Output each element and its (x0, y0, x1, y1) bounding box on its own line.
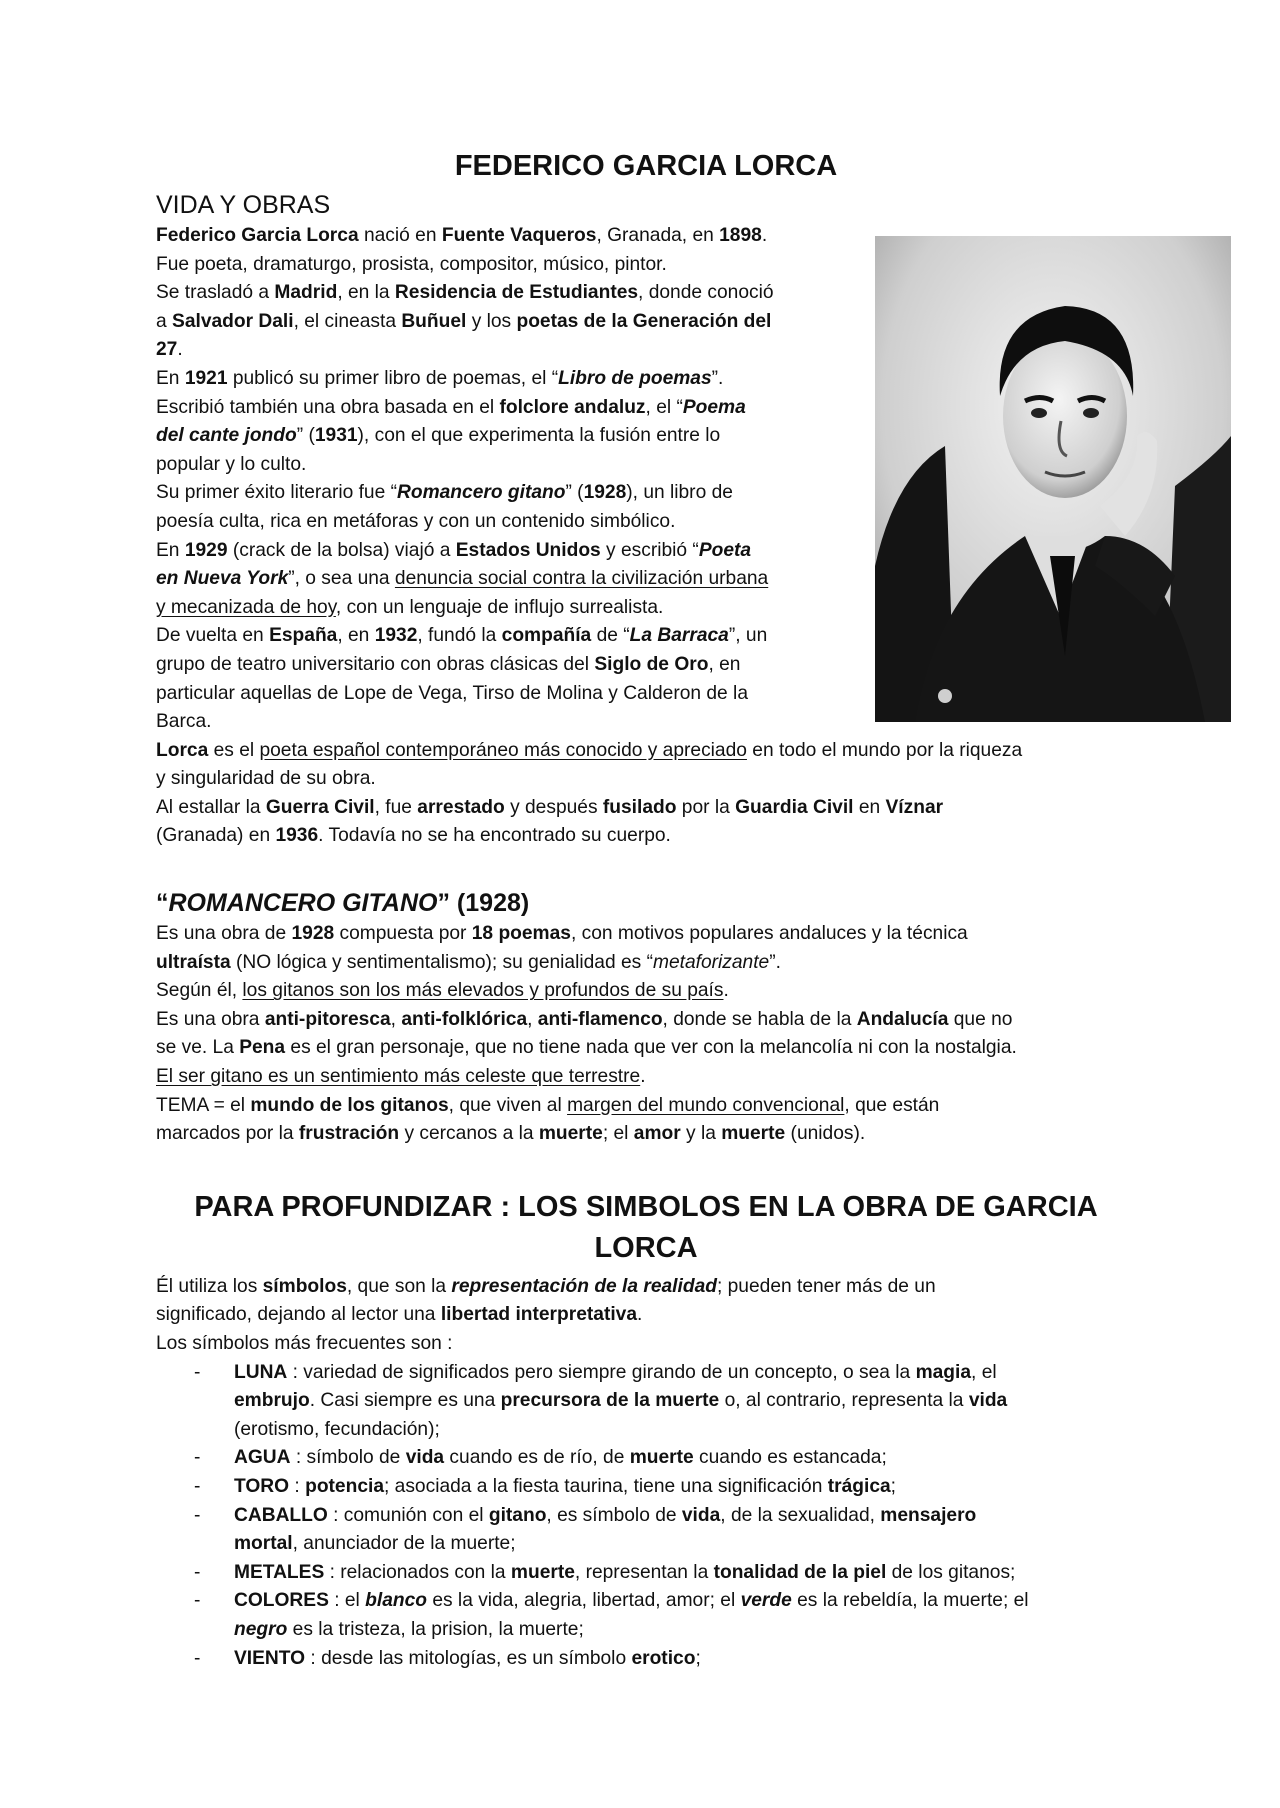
text-run: embrujo (234, 1390, 310, 1412)
romancero-line (156, 977, 1136, 1006)
text-run: anti-pitoresca (264, 1008, 391, 1030)
text-run: muerte (721, 1123, 786, 1145)
text-run: a (156, 310, 173, 332)
text-run: Al estallar la (156, 796, 266, 818)
text-run: mundo de los gitanos (250, 1094, 449, 1116)
symbol-line (234, 1473, 1136, 1502)
simbolos-line (156, 1330, 1136, 1359)
romancero-line (156, 1120, 1136, 1149)
symbols-list (156, 1359, 1136, 1674)
text-run: , representan la (574, 1561, 714, 1583)
text-run: Pena (239, 1037, 286, 1059)
text-run: en (853, 796, 886, 818)
text-run: denuncia social contra la civilización urbana (394, 568, 769, 590)
text-run: ” ( (296, 425, 315, 447)
text-run: los gitanos son los más elevados y profundos de su país (242, 980, 724, 1002)
text-run: Fue poeta, dramaturgo, prosista, compositor, músico, pintor. (156, 253, 667, 275)
text-run: , con motivos populares andaluces y la técnica (570, 923, 968, 945)
text-run: METALES (234, 1561, 325, 1583)
text-run: (unidos). (785, 1123, 866, 1145)
text-run: anti-flamenco (537, 1008, 663, 1030)
symbol-list-item (156, 1473, 1136, 1502)
text-run: , fue (374, 796, 418, 818)
text-run: 1931 (314, 425, 358, 447)
text-run: 18 poemas (471, 923, 571, 945)
romancero-line (156, 920, 1136, 949)
text-run: y la (680, 1123, 722, 1145)
text-run: Fuente Vaqueros (441, 225, 597, 246)
text-run: Según él, (156, 980, 243, 1002)
text-run: y cercanos a la (399, 1123, 539, 1145)
text-run: , en (337, 625, 375, 647)
text-run: muerte (510, 1561, 575, 1583)
portrait-illustration (875, 236, 1231, 722)
text-run: cuando es de río, de (444, 1447, 630, 1469)
text-run: ” (1928) (437, 889, 530, 918)
vida-line (156, 822, 1136, 851)
text-run: , donde se habla de la (662, 1008, 857, 1030)
text-run: potencia (305, 1475, 384, 1497)
text-run: es la rebeldía, la muerte; el (791, 1590, 1029, 1612)
text-run: , en (708, 653, 741, 675)
text-run: . Todavía no se ha encontrado su cuerpo. (318, 825, 671, 847)
text-run: 1928 (583, 482, 627, 504)
text-run: El ser gitano es un sentimiento más celeste que terrestre (156, 1066, 641, 1088)
text-run: TEMA = el (156, 1094, 251, 1116)
portrait-photo (875, 236, 1231, 722)
romancero-line (156, 1034, 1136, 1063)
text-run: poetas de la Generación del (516, 310, 772, 332)
text-run: ” ( (565, 482, 584, 504)
text-run: o, al contrario, representa la (719, 1390, 969, 1412)
text-run: y escribió “ (600, 539, 699, 561)
text-run: 27 (156, 339, 178, 361)
list-dash: - (194, 1504, 201, 1526)
page-title: FEDERICO GARCIA LORCA (454, 150, 838, 182)
text-run: y los (466, 310, 517, 332)
symbol-line (234, 1645, 1136, 1674)
text-run: AGUA (234, 1447, 291, 1469)
symbol-line (234, 1416, 1136, 1445)
text-run: Buñuel (401, 310, 467, 332)
text-run: de “ (591, 625, 630, 647)
text-run: y mecanizada de hoy (156, 596, 336, 618)
symbol-line (234, 1444, 1136, 1473)
text-run: , que son la (346, 1275, 452, 1297)
text-run: (crack de la bolsa) viajó a (227, 539, 456, 561)
text-run: Es una obra de (156, 923, 292, 945)
text-run: Poeta (698, 539, 752, 561)
text-run: , que están (844, 1094, 940, 1116)
text-run: Madrid (274, 282, 338, 304)
text-run: y después (504, 796, 603, 818)
text-run: Los símbolos más frecuentes son : (156, 1333, 453, 1354)
text-run: fusilado (602, 796, 677, 818)
text-run: . (761, 225, 768, 246)
text-run: LUNA (234, 1361, 288, 1383)
symbol-line (234, 1387, 1136, 1416)
section-heading-vida: VIDA Y OBRAS (156, 191, 331, 219)
text-run: ; pueden tener más de un (716, 1275, 936, 1297)
section-heading-simbolos (156, 1187, 1136, 1269)
text-run: , que viven al (448, 1094, 568, 1116)
text-run: En (156, 539, 185, 561)
romancero-line (156, 1092, 1136, 1121)
text-run: cuando es estancada; (693, 1447, 887, 1469)
text-run: : variedad de significados pero siempre girando de un concepto, o sea la (287, 1361, 916, 1383)
text-run: grupo de teatro universitario con obras clásicas del (156, 653, 595, 675)
symbol-line (234, 1559, 1136, 1588)
text-run: Es una obra (156, 1008, 265, 1030)
text-run: ”. (769, 951, 781, 973)
text-run: blanco (365, 1590, 427, 1612)
text-run: popular y lo culto. (156, 453, 307, 475)
text-run: . (723, 980, 729, 1002)
text-run: España (269, 625, 338, 647)
text-run: De vuelta en (156, 625, 270, 647)
symbol-line (234, 1530, 1136, 1559)
text-run: , donde conoció (638, 282, 774, 304)
text-run: arrestado (417, 796, 505, 818)
text-run: vida (405, 1447, 445, 1469)
list-dash: - (194, 1447, 201, 1469)
text-run: es la vida, alegria, libertad, amor; el (427, 1590, 741, 1612)
symbol-list-item (156, 1559, 1136, 1588)
text-run: vida (968, 1390, 1008, 1412)
text-run: (NO lógica y sentimentalismo); su genialidad es “ (230, 951, 653, 973)
text-run: es el gran personaje, que no tiene nada que ver con la melancolía ni con la nostalgia. (285, 1037, 1017, 1059)
text-run: , el cineasta (293, 310, 402, 332)
text-run: publicó su primer libro de poemas, el “ (227, 367, 559, 389)
vida-line (156, 737, 1136, 766)
text-run: 1932 (374, 625, 418, 647)
text-run: Su primer éxito literario fue “ (156, 482, 397, 504)
text-run: Libro de poemas (558, 367, 712, 389)
list-dash: - (194, 1561, 201, 1583)
text-run: , el (971, 1361, 997, 1383)
symbol-list-item (156, 1502, 1136, 1559)
text-run: Se trasladó a (156, 282, 275, 304)
text-run: Andalucía (856, 1008, 949, 1030)
text-run: , anunciador de la muerte; (292, 1533, 516, 1555)
symbol-line (234, 1587, 1136, 1616)
romancero-line (156, 1006, 1136, 1035)
text-run: : el (328, 1590, 366, 1612)
text-run: metaforizante (652, 951, 770, 973)
text-run: Federico Garcia Lorca (156, 225, 359, 246)
vida-line (156, 765, 1136, 794)
text-run: Víznar (885, 796, 944, 818)
text-run: mensajero (880, 1504, 977, 1526)
text-run: Estados Unidos (455, 539, 601, 561)
text-run: magia (915, 1361, 972, 1383)
text-run: precursora de la muerte (500, 1390, 720, 1412)
text-run: VIENTO (234, 1647, 306, 1669)
text-run: Guardia Civil (735, 796, 854, 818)
text-run: folclore andaluz (499, 396, 646, 418)
text-run: , (390, 1008, 402, 1030)
text-run: Escribió también una obra basada en el (156, 396, 500, 418)
text-run: poesía culta, rica en metáforas y con un contenido simbólico. (156, 510, 676, 532)
text-run: , con un lenguaje de influjo surrealista. (335, 596, 664, 618)
text-run: (Granada) en (156, 825, 276, 847)
list-dash: - (194, 1361, 201, 1383)
text-run: anti-folklórica (401, 1008, 528, 1030)
text-run: ”, un (728, 625, 768, 647)
text-run: 1921 (184, 367, 228, 389)
text-run: Salvador Dali (172, 310, 294, 332)
section-heading-romancero (156, 889, 1136, 918)
text-run: poeta español contemporáneo más conocido y apreciado (259, 739, 747, 761)
text-run: ultraísta (156, 951, 231, 973)
text-run: . Casi siempre es una (309, 1390, 501, 1412)
text-run: Residencia de Estudiantes (394, 282, 639, 304)
text-run: , en la (337, 282, 395, 304)
text-run: , fundó la (417, 625, 502, 647)
text-run: ; (890, 1475, 896, 1497)
text-run: : comunión con el (327, 1504, 489, 1526)
text-run: en todo el mundo por la riqueza (746, 739, 1023, 761)
list-dash: - (194, 1647, 201, 1669)
text-run: Poema (682, 396, 746, 418)
simbolos-body (156, 1273, 1136, 1359)
text-run: , Granada, en (596, 225, 720, 246)
text-run: . (177, 339, 183, 361)
text-run: ”, o sea una (288, 568, 395, 590)
text-run: nació en (358, 225, 442, 246)
text-run: negro (234, 1618, 288, 1640)
text-run: erotico (631, 1647, 696, 1669)
text-run: : símbolo de (290, 1447, 406, 1469)
text-run: ), un libro de (626, 482, 733, 504)
text-run: tonalidad de la piel (713, 1561, 887, 1583)
text-run: En (156, 367, 185, 389)
symbol-line (234, 1502, 1136, 1531)
text-run: significado, dejando al lector una (156, 1304, 441, 1326)
text-run: ”. (711, 367, 724, 389)
text-run: “ (156, 889, 169, 918)
text-run: La Barraca (629, 625, 729, 647)
symbol-line (234, 1359, 1136, 1388)
text-run: se ve. La (156, 1037, 240, 1059)
text-run: . (637, 1304, 643, 1326)
text-run: , de la sexualidad, (720, 1504, 881, 1526)
text-run: en Nueva York (156, 568, 289, 590)
text-run: CABALLO (234, 1504, 328, 1526)
text-run: es el (208, 739, 260, 761)
text-run: frustración (298, 1123, 400, 1145)
text-run: marcados por la (156, 1123, 299, 1145)
symbol-line (234, 1616, 1136, 1645)
text-run: trágica (827, 1475, 891, 1497)
text-run: ), con el que experimenta la fusión entre lo (357, 425, 721, 447)
text-run: Romancero gitano (397, 482, 566, 504)
romancero-line (156, 949, 1136, 978)
text-run: ; asociada a la fiesta taurina, tiene una significación (384, 1475, 828, 1497)
text-run: , el “ (645, 396, 683, 418)
text-run: compañía (501, 625, 592, 647)
text-run: (erotismo, fecundación); (234, 1418, 440, 1440)
romancero-body (156, 920, 1136, 1149)
text-run: margen del mundo convencional (567, 1094, 845, 1116)
text-run: mortal (234, 1533, 293, 1555)
text-run: ; (695, 1647, 701, 1669)
text-run: Siglo de Oro (594, 653, 709, 675)
text-run: 1929 (184, 539, 228, 561)
text-run: : desde las mitologías, es un símbolo (305, 1647, 632, 1669)
text-run: Barca. (156, 711, 212, 733)
text-run: es la tristeza, la prision, la muerte; (287, 1618, 584, 1640)
text-run: del cante jondo (156, 425, 297, 447)
simbolos-line (156, 1273, 1136, 1302)
text-run: Lorca (156, 739, 209, 761)
text-run: gitano (488, 1504, 547, 1526)
text-run: ; el (602, 1123, 634, 1145)
text-run: : relacionados con la (324, 1561, 511, 1583)
list-dash: - (194, 1475, 201, 1497)
text-run: TORO (234, 1475, 290, 1497)
text-run: 1928 (291, 923, 335, 945)
text-run: y singularidad de su obra. (156, 768, 376, 790)
text-run: , (527, 1008, 538, 1030)
simbolos-line (156, 1301, 1136, 1330)
text-run: compuesta por (334, 923, 472, 945)
heading-line: PARA PROFUNDIZAR : LOS SIMBOLOS EN LA OBRA DE GARCIA (194, 1190, 1098, 1223)
symbol-list-item (156, 1359, 1136, 1445)
text-run: muerte (538, 1123, 603, 1145)
list-dash: - (194, 1590, 201, 1612)
text-run: libertad interpretativa (440, 1304, 638, 1326)
text-run: ROMANCERO GITANO (168, 889, 438, 918)
text-run: Él utiliza los (156, 1275, 263, 1297)
text-run: que no (948, 1008, 1013, 1030)
text-run: , es símbolo de (546, 1504, 682, 1526)
text-run: representación de la realidad (451, 1275, 717, 1297)
text-run: muerte (629, 1447, 694, 1469)
text-run: Guerra Civil (265, 796, 375, 818)
text-run: amor (633, 1123, 681, 1145)
symbol-list-item (156, 1444, 1136, 1473)
text-run: de los gitanos; (886, 1561, 1016, 1583)
text-run: vida (681, 1504, 721, 1526)
text-run: símbolos (262, 1275, 347, 1297)
text-run: . (640, 1066, 646, 1088)
text-run: 1936 (275, 825, 319, 847)
text-run: particular aquellas de Lope de Vega, Tirso de Molina y Calderon de la (156, 682, 748, 704)
text-run: por la (676, 796, 736, 818)
heading-line: LORCA (594, 1231, 698, 1264)
text-run: verde (740, 1590, 792, 1612)
text-run: COLORES (234, 1590, 329, 1612)
text-run: : (289, 1475, 306, 1497)
symbol-list-item (156, 1645, 1136, 1674)
romancero-line (156, 1063, 1136, 1092)
vida-line (156, 794, 1136, 823)
text-run: 1898 (719, 225, 762, 246)
symbol-list-item (156, 1587, 1136, 1644)
